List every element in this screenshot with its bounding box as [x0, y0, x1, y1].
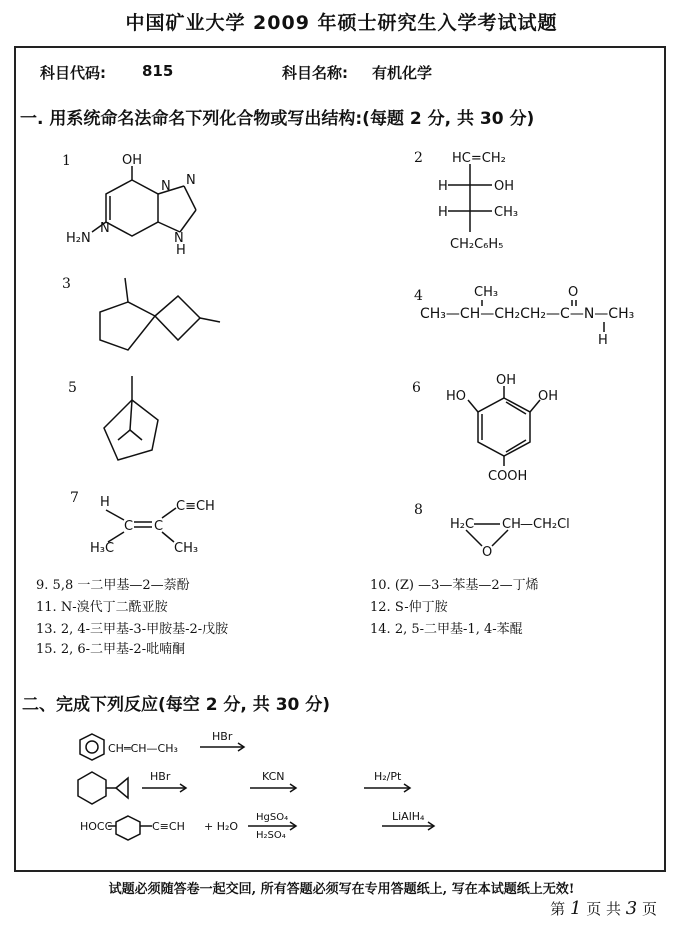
structure-7-enyne: [90, 495, 215, 556]
svg-text:CH₂C₆H₅: CH₂C₆H₅: [450, 237, 504, 252]
footer-notice: 试题必须随答卷一起交回, 所有答题必须写在专用答题纸上, 写在本试题纸上无效!: [108, 882, 575, 897]
svg-text:H: H: [176, 243, 186, 258]
svg-text:N: N: [100, 221, 110, 236]
svg-text:HOCC: HOCC: [80, 820, 113, 833]
q-number: 4: [414, 288, 423, 304]
section1-heading: 一. 用系统命名法命名下列化合物或写出结构:(每题 2 分, 共 30 分): [20, 109, 535, 129]
svg-text:HgSO₄: HgSO₄: [256, 812, 289, 823]
structure-2-fischer: [438, 151, 518, 252]
structure-3-spiro: [100, 278, 220, 350]
svg-text:HBr: HBr: [212, 730, 233, 743]
svg-text:C≡CH: C≡CH: [152, 820, 185, 833]
structure-4-amide: [420, 285, 634, 348]
page-indicator: 第 1 页 共 3 页: [550, 898, 657, 919]
q-number: 5: [68, 380, 77, 396]
svg-text:CH₃: CH₃: [174, 541, 199, 556]
list-item: 9. 5,8 一二甲基—2—萘酚: [36, 578, 190, 593]
q-number: 2: [414, 150, 423, 166]
svg-text:H: H: [598, 333, 608, 348]
svg-text:OH: OH: [494, 179, 515, 194]
svg-text:H₂C: H₂C: [450, 517, 475, 532]
subject-code-value: 815: [142, 62, 174, 80]
svg-text:H₂N: H₂N: [66, 231, 91, 246]
reaction-3: [80, 810, 434, 841]
q-number: 3: [62, 276, 71, 292]
exam-title: 中国矿业大学 2009 年硕士研究生入学考试试题: [125, 12, 558, 34]
svg-text:OH: OH: [122, 153, 143, 168]
svg-text:N: N: [186, 173, 196, 188]
svg-text:H₃C: H₃C: [90, 541, 115, 556]
svg-text:HO: HO: [446, 389, 467, 404]
svg-text:OH: OH: [496, 373, 517, 388]
svg-text:H: H: [438, 179, 448, 194]
list-item: 13. 2, 4-三甲基-3-甲胺基-2-戊胺: [36, 622, 229, 637]
svg-text:CH═CH—CH₃: CH═CH—CH₃: [108, 742, 178, 755]
q-number: 6: [412, 380, 421, 396]
structure-6-gallic-acid: [446, 373, 558, 484]
svg-text:HBr: HBr: [150, 770, 171, 783]
list-item: 14. 2, 5-二甲基-1, 4-苯醌: [370, 622, 523, 637]
structure-8-epoxide: [450, 517, 570, 560]
subject-name-label: 科目名称:: [282, 64, 348, 82]
svg-text:KCN: KCN: [262, 770, 285, 783]
structure-1-guanine-like: [66, 153, 196, 258]
svg-text:LiAlH₄: LiAlH₄: [392, 810, 425, 823]
svg-text:CH: CH: [502, 517, 521, 532]
svg-text:C: C: [154, 519, 164, 534]
svg-text:C: C: [124, 519, 134, 534]
section2-heading: 二、完成下列反应(每空 2 分, 共 30 分): [22, 695, 331, 715]
svg-text:H: H: [438, 205, 448, 220]
svg-text:H₂SO₄: H₂SO₄: [256, 830, 286, 841]
q-number: 1: [62, 153, 71, 169]
svg-text:—CH₂Cl: —CH₂Cl: [520, 517, 570, 532]
svg-text:C≡CH: C≡CH: [176, 499, 215, 514]
list-item: 15. 2, 6-二甲基-2-吡喃酮: [36, 642, 186, 657]
list-item: 11. N-溴代丁二酰亚胺: [36, 600, 168, 615]
svg-text:+ H₂O: + H₂O: [204, 820, 239, 833]
structure-5-bicyclic: [104, 376, 158, 460]
svg-text:HC=CH₂: HC=CH₂: [452, 151, 506, 166]
svg-text:COOH: COOH: [488, 469, 528, 484]
svg-text:CH₃: CH₃: [474, 285, 499, 300]
page-total: 3: [625, 898, 638, 919]
svg-text:N: N: [174, 231, 184, 246]
page-number: 1: [569, 898, 582, 919]
svg-text:H₂/Pt: H₂/Pt: [374, 770, 402, 783]
svg-text:CH₃: CH₃: [494, 205, 519, 220]
list-item: 10. (Z) —3—苯基—2—丁烯: [370, 578, 539, 593]
svg-text:H: H: [100, 495, 110, 510]
svg-text:N: N: [161, 179, 171, 194]
q-number: 7: [70, 490, 79, 506]
q-number: 8: [414, 502, 423, 518]
svg-text:O: O: [482, 545, 493, 560]
svg-text:OH: OH: [538, 389, 559, 404]
svg-text:O: O: [568, 285, 579, 300]
svg-text:CH₃—CH—CH₂CH₂—C—N—CH₃: CH₃—CH—CH₂CH₂—C—N—CH₃: [420, 306, 635, 322]
list-item: 12. S-仲丁胺: [370, 600, 448, 615]
reaction-1: [80, 730, 244, 760]
subject-code-label: 科目代码:: [40, 64, 106, 82]
subject-name-value: 有机化学: [372, 64, 433, 82]
reaction-2: [78, 770, 410, 804]
